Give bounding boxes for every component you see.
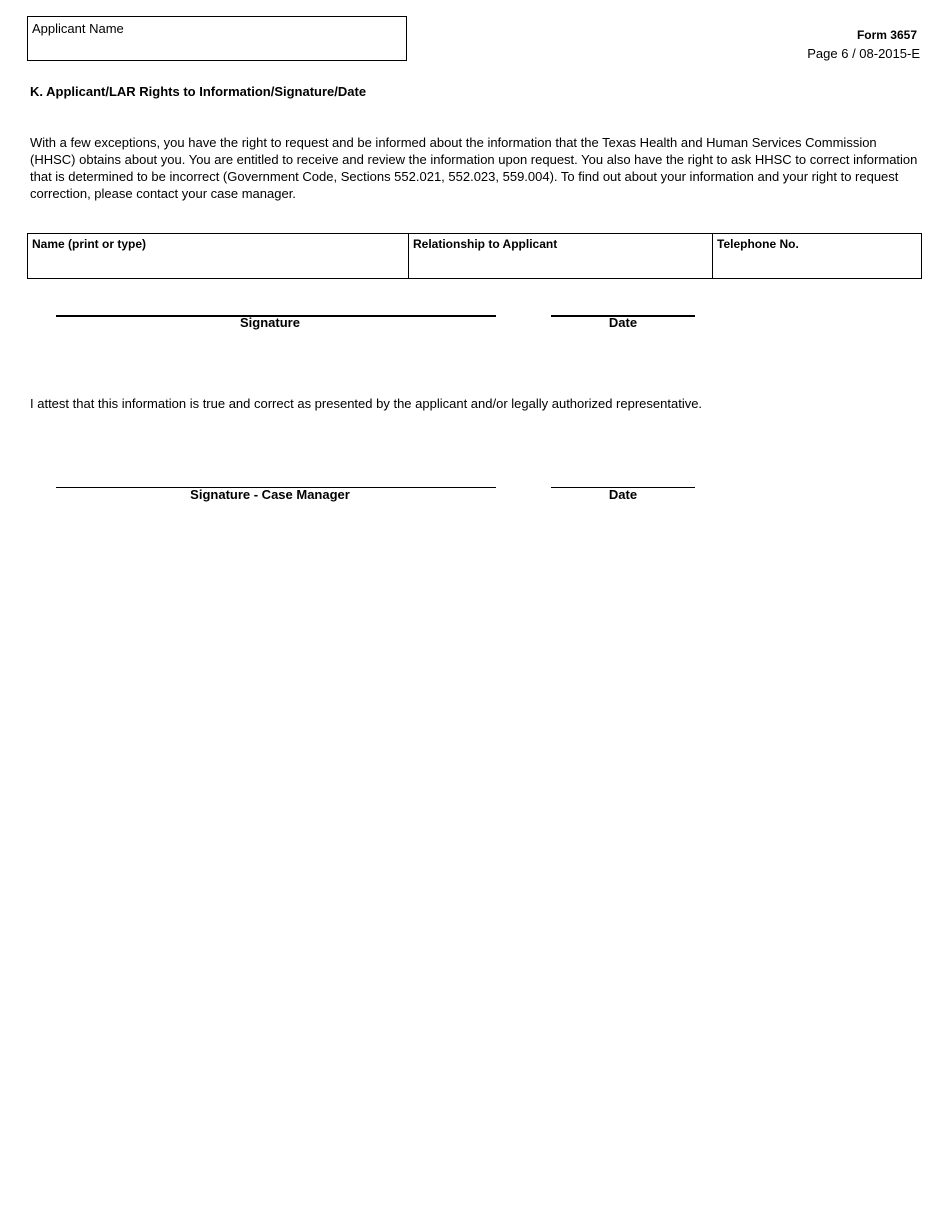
name-field-label: Name (print or type) [32, 237, 147, 251]
applicant-date-label: Date [608, 315, 638, 330]
case-manager-date-label: Date [608, 487, 638, 502]
applicant-signature-label: Signature [240, 315, 300, 330]
telephone-field-label: Telephone No. [717, 237, 799, 251]
section-heading: K. Applicant/LAR Rights to Information/Signature/Date [30, 84, 367, 99]
rights-paragraph: With a few exceptions, you have the right to request and be informed about the information that the Texas Health and Human Services Commission (HHSC) obtains about you. You are entitled to receive and review the information upon request. You also have the right to ask HHSC to correct information that is determined to be incorrect (Government Code, Sections 552.021, 552.023, 559.004). To find out about your information and your right to request correction, please contact your case manager. [30, 135, 918, 201]
name-field[interactable] [28, 234, 409, 278]
form-number: Form 3657 [856, 28, 917, 42]
contact-table [27, 233, 922, 279]
relationship-field-label: Relationship to Applicant [413, 237, 558, 251]
page-info: Page 6 / 08-2015-E [807, 46, 920, 61]
attestation-text: I attest that this information is true and correct as presented by the applicant and/or legally authorized representative. [30, 396, 703, 411]
relationship-field[interactable] [409, 234, 713, 278]
telephone-field[interactable] [713, 234, 921, 278]
applicant-name-field[interactable] [27, 16, 407, 61]
case-manager-signature-label: Signature - Case Manager [190, 487, 350, 502]
applicant-name-label: Applicant Name [32, 21, 124, 36]
